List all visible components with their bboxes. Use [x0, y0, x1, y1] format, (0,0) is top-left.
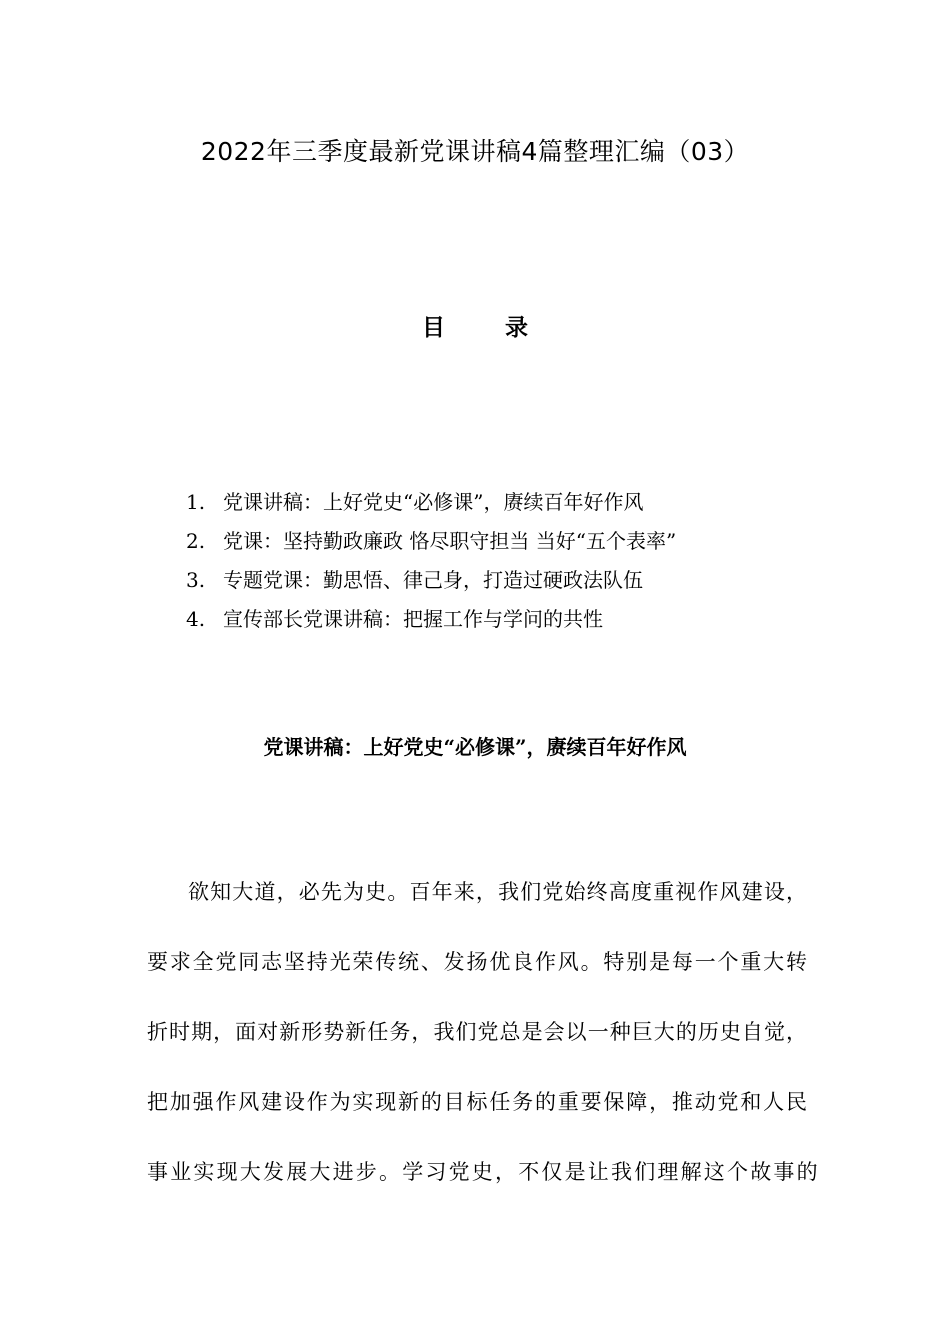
table-of-contents	[186, 483, 676, 639]
section-title: 党课讲稿：上好党史“必修课”，赓续百年好作风	[263, 735, 687, 759]
body-line: 折时期，面对新形势新任务，我们党总是会以一种巨大的历史自觉，	[147, 1020, 807, 1044]
body-line: 欲知大道，必先为史。百年来，我们党始终高度重视作风建设，	[188, 880, 807, 904]
toc-item-label: 党课讲稿：上好党史“必修课”，赓续百年好作风	[223, 490, 644, 514]
toc-item	[186, 561, 676, 600]
toc-item-number: 1.	[186, 490, 206, 514]
toc-item	[186, 522, 676, 561]
toc-item	[186, 483, 676, 522]
toc-item-label: 党课：坚持勤政廉政 恪尽职守担当 当好“五个表率”	[223, 529, 677, 553]
toc-item-label: 专题党课：勤思悟、律己身，打造过硬政法队伍	[223, 568, 643, 592]
toc-item	[186, 600, 676, 639]
toc-item-number: 4.	[186, 607, 206, 631]
body-line: 把加强作风建设作为实现新的目标任务的重要保障，推动党和人民	[147, 1090, 807, 1114]
toc-item-number: 2.	[186, 529, 206, 553]
body-paragraph	[147, 864, 820, 1214]
body-line: 要求全党同志坚持光荣传统、发扬优良作风。特别是每一个重大转	[147, 950, 807, 974]
toc-item-number: 3.	[186, 568, 206, 592]
body-line: 事业实现大发展大进步。学习党史，不仅是让我们理解这个故事的	[147, 1160, 820, 1184]
toc-item-label: 宣传部长党课讲稿：把握工作与学问的共性	[223, 607, 603, 631]
toc-heading: 目 录	[421, 314, 554, 341]
document-title: 2022年三季度最新党课讲稿4篇整理汇编（03）	[200, 137, 750, 166]
